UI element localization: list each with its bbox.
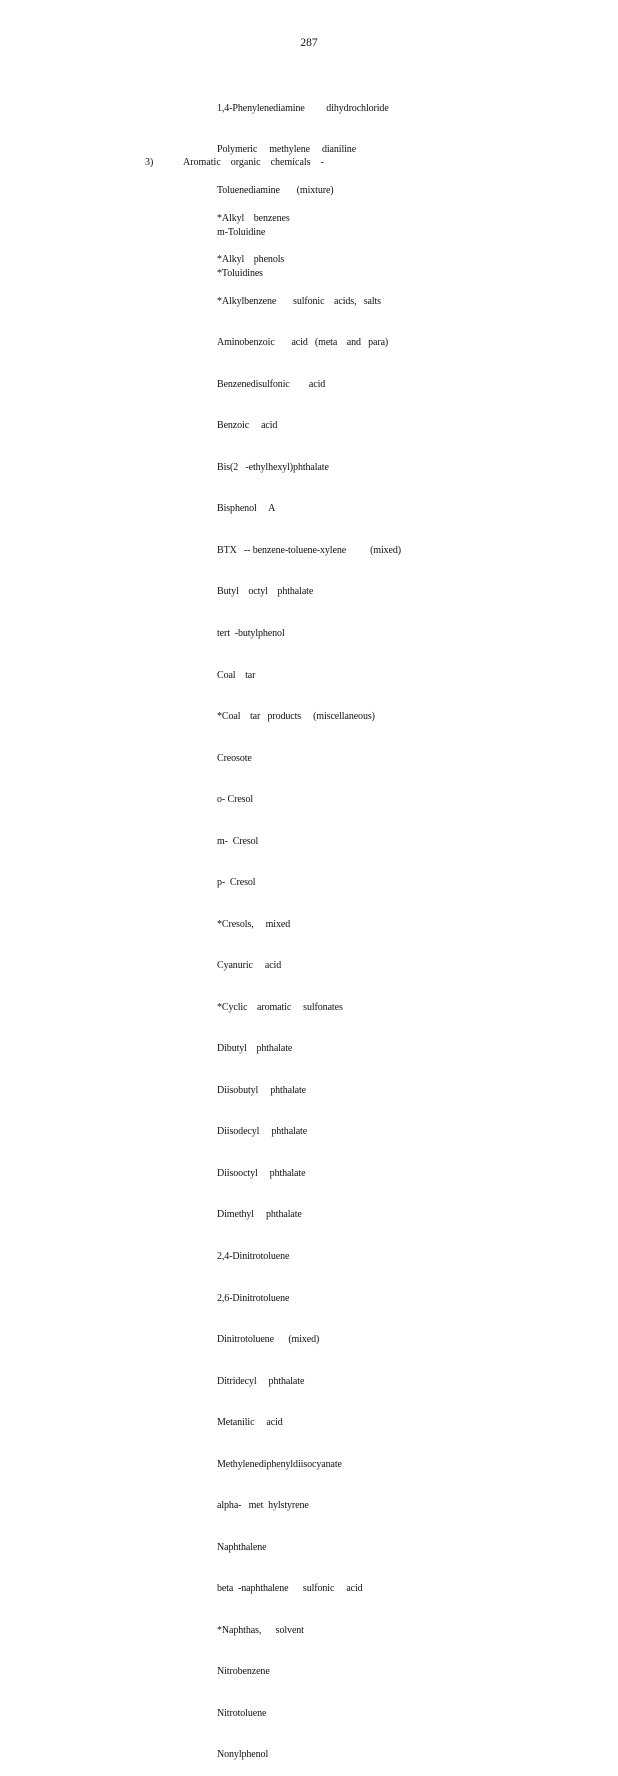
list-item: Nitrobenzene — [217, 1666, 270, 1678]
list-item: Polymeric methylene dianiline — [217, 144, 357, 156]
list-item: o- Cresol — [217, 794, 254, 806]
list-item: Metanilic acid — [217, 1417, 283, 1429]
list-item: m-Toluidine — [217, 226, 266, 238]
list-item: Nonylphenol — [217, 1749, 269, 1761]
list-item: Ditridecyl phthalate — [217, 1375, 305, 1387]
list-item: Bis(2 -ethylhexyl)phthalate — [217, 461, 329, 473]
list-item: tert -butylphenol — [217, 628, 285, 639]
list-item: Creosote — [217, 752, 252, 764]
section-heading: Aromatic organic chemicals - — [183, 157, 324, 168]
list-item: beta -naphthalene sulfonic acid — [217, 1583, 363, 1595]
list-item: *Toluidines — [217, 268, 263, 280]
list-item: Bisphenol A — [217, 503, 276, 515]
list-item: Diisodecyl phthalate — [217, 1126, 308, 1138]
list-item: Toluenediamine (mixture) — [217, 185, 334, 197]
list-item: Cyanuric acid — [217, 960, 282, 972]
list-item: Dibutyl phthalate — [217, 1043, 293, 1055]
list-item: Dimethyl phthalate — [217, 1209, 302, 1221]
list-item: *Alkylbenzene sulfonic acids, salts — [217, 295, 381, 307]
list-item: *Cyclic aromatic sulfonates — [217, 1001, 343, 1013]
list-item: Benzenedisulfonic acid — [217, 378, 326, 390]
aromatic-chemicals-list — [217, 184, 401, 1776]
list-item: Naphthalene — [217, 1541, 267, 1553]
section-number: 3) — [145, 157, 154, 168]
list-item: Nitrotoluene — [217, 1707, 267, 1719]
list-item: *Naphthas, solvent — [217, 1624, 304, 1636]
page-number: 287 — [300, 37, 318, 49]
list-item: p- Cresol — [217, 877, 256, 889]
list-item: Diisobutyl phthalate — [217, 1084, 306, 1096]
list-item: *Cresols, mixed — [217, 918, 291, 930]
list-item: 2,6-Dinitrotoluene — [217, 1292, 290, 1304]
list-item: 1,4-Phenylenediamine dihydrochloride — [217, 102, 389, 114]
list-item: Benzoic acid — [217, 420, 278, 432]
list-item: Butyl octyl phthalate — [217, 586, 314, 598]
list-item: Aminobenzoic acid (meta and para) — [217, 337, 389, 349]
list-item: 2,4-Dinitrotoluene — [217, 1250, 290, 1262]
list-item: m- Cresol — [217, 835, 259, 847]
list-item: BTX -- benzene-toluene-xylene (mixed) — [217, 544, 402, 556]
list-item: *Alkyl phenols — [217, 254, 285, 266]
list-item: alpha- met hylstyrene — [217, 1500, 309, 1512]
list-item: Methylenediphenyldiisocyanate — [217, 1458, 342, 1470]
list-item: Diisooctyl phthalate — [217, 1167, 306, 1179]
list-item: Dinitrotoluene (mixed) — [217, 1334, 320, 1346]
list-item: *Coal tar products (miscellaneous) — [217, 711, 375, 723]
list-item: Coal tar — [217, 669, 256, 681]
list-item: *Alkyl benzenes — [217, 212, 290, 224]
